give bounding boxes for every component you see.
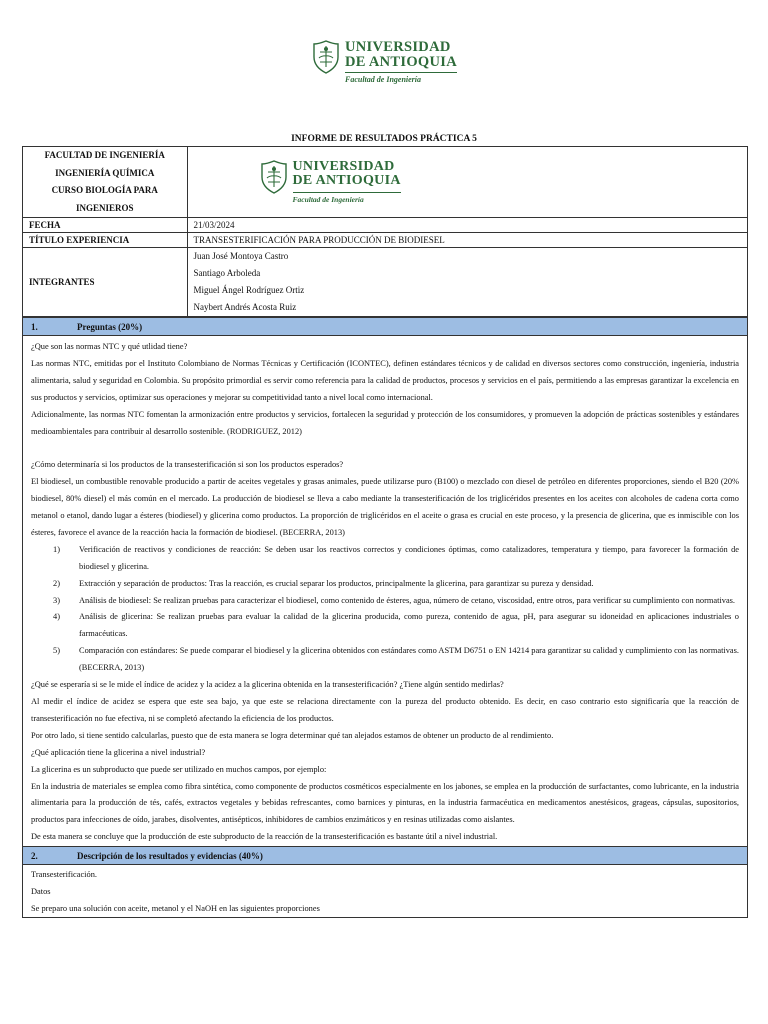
list-number: 1) [53, 544, 60, 554]
logo-cell [187, 147, 747, 218]
answer-paragraph: En la industria de materiales se emplea como fibra sintética, como componente de productos cosméticos especialmente en los jabones, se emplea en la producción de surfactantes, como lubricante, en la industria alimentaria para la producción de tés, cafés, extractos vegetales y bebidas refrescantes, como barnices y pinturas, en la industria farmacéutica en medicamentos anestésicos, grageas, cápsulas, supositorios, productos para infecciones de oído, jarabes, disolventes, antisépticos, inhibidores de cambios enzimáticos y en resinas utilizadas como aislantes. [31, 781, 739, 825]
question-1: ¿Que son las normas NTC y qué utlidad tiene? [31, 342, 188, 351]
answer-paragraph: Las normas NTC, emitidas por el Instituto Colombiano de Normas Técnicas y Certificación (ICONTEC), definen estándares técnicos y de calidad en diversos sectores como construcción, ingeniería, industria alimentaria, salud y seguridad en Colombia. Su propósito primordial es servir como referencia para la calidad de productos, procesos y servicios en el país, permitiendo a las empresas garantizar la excelencia en sus productos y servicios, optimizar sus operaciones y mejorar su competitividad tanto a nivel local como internacional. [31, 358, 739, 402]
member-name: Miguel Ángel Rodríguez Ortiz [193, 285, 305, 295]
university-seal-icon [312, 40, 340, 74]
member-name: Santiago Arboleda [193, 268, 261, 278]
answer-paragraph: Por otro lado, si tiene sentido calcularlas, puesto que de esta manera se logra determinar qué tan alejados estamos de obtener un producto de al rendimiento. [31, 730, 554, 740]
section-number: 1. [31, 321, 38, 332]
logo-subtitle: Facultad de Ingeniería [293, 192, 401, 204]
faculty-name: FACULTAD DE INGENIERÍA [44, 150, 165, 160]
logo-line-1: UNIVERSIDAD [292, 159, 395, 174]
logo-line-2: DE ANTIOQUIA [292, 173, 401, 188]
section-1-body [23, 336, 747, 846]
date-value: 21/03/2024 [187, 218, 747, 233]
answer-paragraph: Al medir el índice de acidez se espera que este sea bajo, ya que este se relaciona directamente con la pureza del producto obtenido. Es decir, en caso contrario esto significaría que la reacción de transesterificación no fue efectiva, ni se completó afectando la eficiencia de los productos. [31, 697, 739, 723]
report-title: INFORME DE RESULTADOS PRÁCTICA 5 [291, 134, 477, 144]
list-text: Verificación de reactivos y condiciones de reacción: Se deben usar los reactivos correctos y condiciones óptimas, como catalizadores, temperatura y tiempo, para favorecer la formación de biodiesel y glicerina. [79, 544, 739, 571]
member-name: Juan José Montoya Castro [193, 251, 289, 261]
question-3: ¿Qué se esperaría si se le mide el índice de acidez y la acidez a la glicerina obtenida en la transesterificación? ¿Tiene algún sentido medirlas? [31, 680, 504, 690]
question-4: ¿Qué aplicación tiene la glicerina a nivel industrial? [31, 747, 206, 757]
date-label: FECHA [23, 218, 187, 233]
experience-title-value: TRANSESTERIFICACIÓN PARA PRODUCCIÓN DE BIODIESEL [187, 233, 747, 248]
report-frame [22, 146, 748, 918]
list-item [53, 576, 739, 593]
section-title: Preguntas (20%) [77, 321, 143, 332]
logo-subtitle: Facultad de Ingeniería [345, 72, 457, 84]
member-name: Naybert Andrés Acosta Ruiz [193, 302, 297, 312]
experience-title-label: TÍTULO EXPERIENCIA [23, 233, 187, 248]
question-2: ¿Cómo determinaría si los productos de la transesterificación si son los productos esperados? [31, 460, 344, 470]
members-label: INTEGRANTES [23, 248, 187, 317]
university-logo-header [260, 160, 742, 204]
results-line: Datos [31, 887, 51, 897]
faculty-cell [23, 147, 187, 218]
answer-paragraph: El biodiesel, un combustible renovable producido a partir de aceites vegetales y grasas animales, puede utilizarse puro (B100) o mezclado con diesel de petróleo en diferentes proporciones, siendo el B20 (20% biodiesel, 80% diesel) el más común en el mercado. La producción de biodiesel se lleva a cabo mediante la transesterificación de los triglicéridos presentes en los aceites con alcoholes de cadena corta como metanol o etanol, dando lugar a ésteres (biodiesel) y glicerina como productos. La proporción de triglicéridos en el aceite o grasa es crucial en este proceso, y la presencia de glicerina, que es inmiscible con los ésteres, favorece el avance de la reacción hacia la formación de biodiesel. (BECERRA, 2013) [31, 477, 739, 537]
list-number: 5) [53, 646, 60, 656]
list-number: 4) [53, 612, 60, 622]
answer-paragraph: De esta manera se concluye que la producción de este subproducto de la reacción de la transesterificación es bastante útil a nivel industrial. [31, 832, 498, 842]
list-text: Análisis de glicerina: Se realizan pruebas para evaluar la calidad de la glicerina producida, como pureza, contenido de agua, pH, para asegurar su idoneidad en aplicaciones industriales o farmacéuticas. [79, 612, 739, 639]
section-number: 2. [31, 850, 38, 861]
list-item [53, 643, 739, 677]
answer-paragraph: Adicionalmente, las normas NTC fomentan la armonización entre productos y servicios, fortalecen la seguridad y protección de los consumidores, y promueven la adopción de prácticas sostenibles y estándares medioambientales para contribuir al desarrollo sostenible. (RODRIGUEZ, 2012) [31, 409, 739, 436]
list-text: Análisis de biodiesel: Se realizan pruebas para caracterizar el biodiesel, como contenido de ésteres, agua, número de cetano, viscosidad, entre otros, para verificar su cumplimiento con normativas. [79, 595, 736, 605]
program-name: INGENIERÍA QUÍMICA [55, 167, 155, 178]
university-logo-top [312, 40, 462, 92]
list-number: 3) [53, 595, 60, 605]
header-table [23, 147, 747, 317]
list-item [53, 542, 739, 576]
members-list [187, 248, 747, 317]
logo-line-1: UNIVERSIDAD [345, 39, 451, 55]
list-text: Comparación con estándares: Se puede comparar el biodiesel y la glicerina obtenidos con estándares como ASTM D6751 o EN 14214 para garantizar su calidad y cumplimiento con las normativas. (BECERRA, 2013) [79, 646, 739, 673]
list-text: Extracción y separación de productos: Tras la reacción, es crucial separar los productos, principalmente la glicerina, para garantizar su pureza y densidad. [79, 578, 594, 588]
results-line: Transesterificación. [31, 870, 97, 880]
blank-line [31, 440, 739, 457]
answer-paragraph: La glicerina es un subproducto que puede ser utilizado en muchos campos, por ejemplo: [31, 764, 327, 774]
logo-line-2: DE ANTIOQUIA [345, 53, 457, 70]
section-2-header [23, 846, 747, 865]
section-1-header [23, 317, 747, 336]
results-line: Se preparo una solución con aceite, metanol y el NaOH en las siguientes proporciones [31, 904, 320, 914]
list-item [53, 609, 739, 643]
section-title: Descripción de los resultados y evidencias (40%) [77, 850, 263, 861]
section-2-body [23, 865, 747, 917]
course-name: CURSO BIOLOGÍA PARA INGENIEROS [51, 185, 158, 213]
list-item [53, 593, 739, 610]
university-seal-icon [260, 160, 288, 194]
list-number: 2) [53, 578, 60, 588]
